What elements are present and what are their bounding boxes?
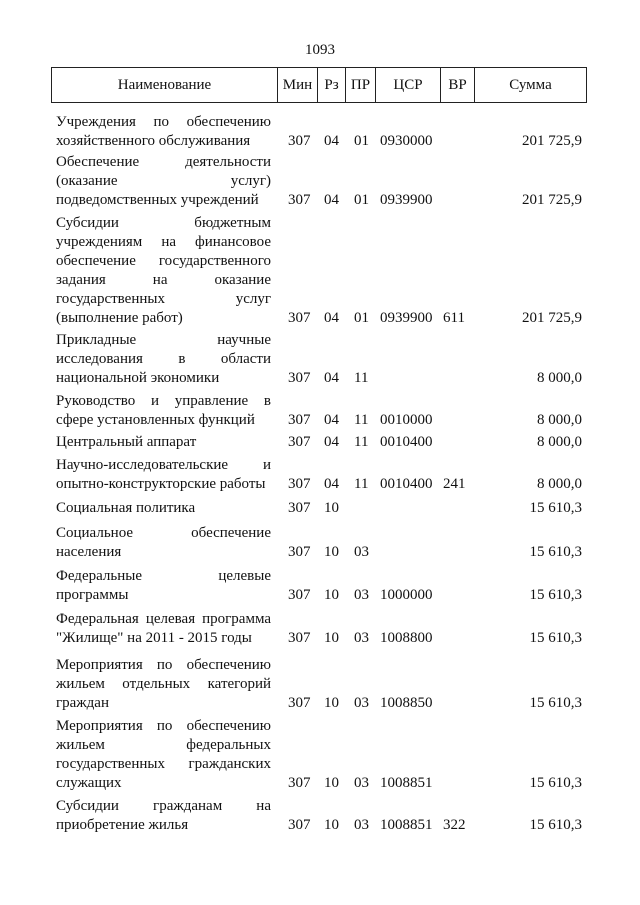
cell-min: 307: [288, 500, 311, 516]
cell-sum: 15 610,3: [529, 695, 582, 711]
cell-sum: 201 725,9: [522, 310, 582, 326]
row-name: [56, 153, 271, 210]
page-number: 1093: [305, 42, 335, 58]
row-name-line: Центральный аппарат: [56, 434, 197, 450]
cell-rz: 10: [324, 775, 339, 791]
cell-sum: 15 610,3: [529, 500, 582, 516]
cell-min: 307: [288, 587, 311, 603]
cell-rz: 04: [324, 192, 339, 208]
cell-csr: 0010000: [380, 412, 433, 428]
cell-pr: 11: [354, 434, 369, 450]
cell-sum: 8 000,0: [537, 434, 582, 450]
row-name: [56, 610, 271, 648]
cell-min: 307: [288, 412, 311, 428]
cell-rz: 10: [324, 544, 339, 560]
cell-sum: 8 000,0: [537, 476, 582, 492]
row-name-line: Социальное обеспечение: [56, 525, 271, 541]
row-name-line: (оказание услуг): [56, 173, 271, 189]
row-name-line: задания на оказание: [56, 272, 271, 288]
row-name-line: хозяйственного обслуживания: [56, 133, 251, 149]
cell-sum: 201 725,9: [522, 133, 582, 149]
cell-pr: 03: [354, 817, 369, 833]
row-name-line: "Жилище" на 2011 - 2015 годы: [56, 630, 252, 646]
row-name-line: обеспечение государственного: [56, 253, 271, 269]
cell-csr: 0010400: [380, 434, 433, 450]
table-row: [56, 567, 586, 605]
cell-pr: 01: [354, 133, 369, 149]
cell-pr: 03: [354, 587, 369, 603]
cell-sum: 8 000,0: [537, 412, 582, 428]
cell-min: 307: [288, 133, 311, 149]
table-row: [56, 610, 586, 648]
cell-rz: 04: [324, 310, 339, 326]
row-name-line: Обеспечение деятельности: [56, 154, 271, 170]
row-name-line: государственных гражданских: [56, 756, 271, 772]
cell-min: 307: [288, 544, 311, 560]
cell-pr: 01: [354, 192, 369, 208]
table-row: [56, 214, 586, 328]
row-name-line: служащих: [56, 775, 122, 791]
row-name-line: национальной экономики: [56, 370, 220, 386]
cell-csr: 0939900: [380, 192, 433, 208]
row-name-line: подведомственных учреждений: [56, 192, 259, 208]
table-row: [56, 433, 586, 452]
header-vr: ВР: [440, 68, 474, 102]
row-name-line: жильем федеральных: [56, 737, 271, 753]
header-min: Мин: [277, 68, 317, 102]
cell-pr: 11: [354, 412, 369, 428]
cell-pr: 11: [354, 370, 369, 386]
cell-pr: 01: [354, 310, 369, 326]
row-name-line: Федеральные целевые: [56, 568, 271, 584]
header-rz: Рз: [317, 68, 345, 102]
header-pr: ПР: [345, 68, 375, 102]
cell-vr: 322: [443, 817, 466, 833]
cell-rz: 04: [324, 476, 339, 492]
row-name-line: Субсидии бюджетным: [56, 215, 271, 231]
cell-rz: 10: [324, 587, 339, 603]
row-name: [56, 214, 271, 328]
table-row: [56, 499, 586, 518]
cell-csr: 0930000: [380, 133, 433, 149]
cell-csr: 1008850: [380, 695, 433, 711]
cell-vr: 611: [443, 310, 465, 326]
cell-csr: 1008851: [380, 775, 433, 791]
row-name-line: исследования в области: [56, 351, 271, 367]
row-name-line: Мероприятия по обеспечению: [56, 657, 271, 673]
row-name-line: учреждениям на финансовое: [56, 234, 271, 250]
cell-min: 307: [288, 630, 311, 646]
cell-rz: 04: [324, 133, 339, 149]
header-sum: Сумма: [474, 68, 586, 102]
cell-sum: 15 610,3: [529, 630, 582, 646]
cell-min: 307: [288, 476, 311, 492]
cell-sum: 15 610,3: [529, 817, 582, 833]
table-row: [56, 153, 586, 210]
row-name-line: Прикладные научные: [56, 332, 271, 348]
table-row: [56, 797, 586, 835]
row-name-line: Научно-исследовательские и: [56, 457, 271, 473]
row-name: [56, 499, 271, 518]
row-name: [56, 567, 271, 605]
cell-sum: 15 610,3: [529, 587, 582, 603]
cell-pr: 03: [354, 775, 369, 791]
row-name-line: Руководство и управление в: [56, 393, 271, 409]
cell-rz: 10: [324, 500, 339, 516]
cell-csr: 1000000: [380, 587, 433, 603]
cell-min: 307: [288, 370, 311, 386]
row-name-line: приобретение жилья: [56, 817, 189, 833]
cell-min: 307: [288, 817, 311, 833]
cell-pr: 03: [354, 695, 369, 711]
row-name-line: Федеральная целевая программа: [56, 611, 271, 627]
row-name: [56, 433, 271, 452]
table-row: [56, 113, 586, 151]
table-row: [56, 392, 586, 430]
row-name-line: жильем отдельных категорий: [56, 676, 271, 692]
row-name-line: Социальная политика: [56, 500, 196, 516]
row-name-line: Учреждения по обеспечению: [56, 114, 271, 130]
cell-sum: 15 610,3: [529, 544, 582, 560]
cell-sum: 15 610,3: [529, 775, 582, 791]
cell-csr: 0939900: [380, 310, 433, 326]
cell-csr: 1008851: [380, 817, 433, 833]
row-name: [56, 113, 271, 151]
row-name: [56, 524, 271, 562]
table-row: [56, 717, 586, 793]
cell-rz: 04: [324, 412, 339, 428]
row-name: [56, 717, 271, 793]
table-row: [56, 524, 586, 562]
row-name-line: государственных услуг: [56, 291, 271, 307]
row-name-line: граждан: [56, 695, 109, 711]
cell-min: 307: [288, 434, 311, 450]
cell-rz: 10: [324, 817, 339, 833]
table-header: [51, 67, 587, 103]
row-name: [56, 656, 271, 713]
cell-pr: 03: [354, 544, 369, 560]
row-name: [56, 797, 271, 835]
row-name-line: опытно-конструкторские работы: [56, 476, 266, 492]
cell-vr: 241: [443, 476, 466, 492]
cell-pr: 03: [354, 630, 369, 646]
cell-min: 307: [288, 775, 311, 791]
row-name-line: Субсидии гражданам на: [56, 798, 271, 814]
row-name: [56, 392, 271, 430]
row-name-line: Мероприятия по обеспечению: [56, 718, 271, 734]
table-row: [56, 331, 586, 388]
cell-min: 307: [288, 695, 311, 711]
cell-csr: 1008800: [380, 630, 433, 646]
cell-rz: 04: [324, 370, 339, 386]
row-name-line: программы: [56, 587, 129, 603]
header-csr: ЦСР: [375, 68, 440, 102]
cell-rz: 10: [324, 630, 339, 646]
header-name: Наименование: [117, 76, 212, 93]
cell-min: 307: [288, 192, 311, 208]
row-name: [56, 331, 271, 388]
cell-csr: 0010400: [380, 476, 433, 492]
row-name-line: населения: [56, 544, 122, 560]
row-name-line: сфере установленных функций: [56, 412, 255, 428]
cell-pr: 11: [354, 476, 369, 492]
cell-min: 307: [288, 310, 311, 326]
row-name: [56, 456, 271, 494]
cell-rz: 10: [324, 695, 339, 711]
table-row: [56, 656, 586, 713]
table-row: [56, 456, 586, 494]
cell-sum: 201 725,9: [522, 192, 582, 208]
row-name-line: (выполнение работ): [56, 310, 183, 326]
cell-sum: 8 000,0: [537, 370, 582, 386]
cell-rz: 04: [324, 434, 339, 450]
